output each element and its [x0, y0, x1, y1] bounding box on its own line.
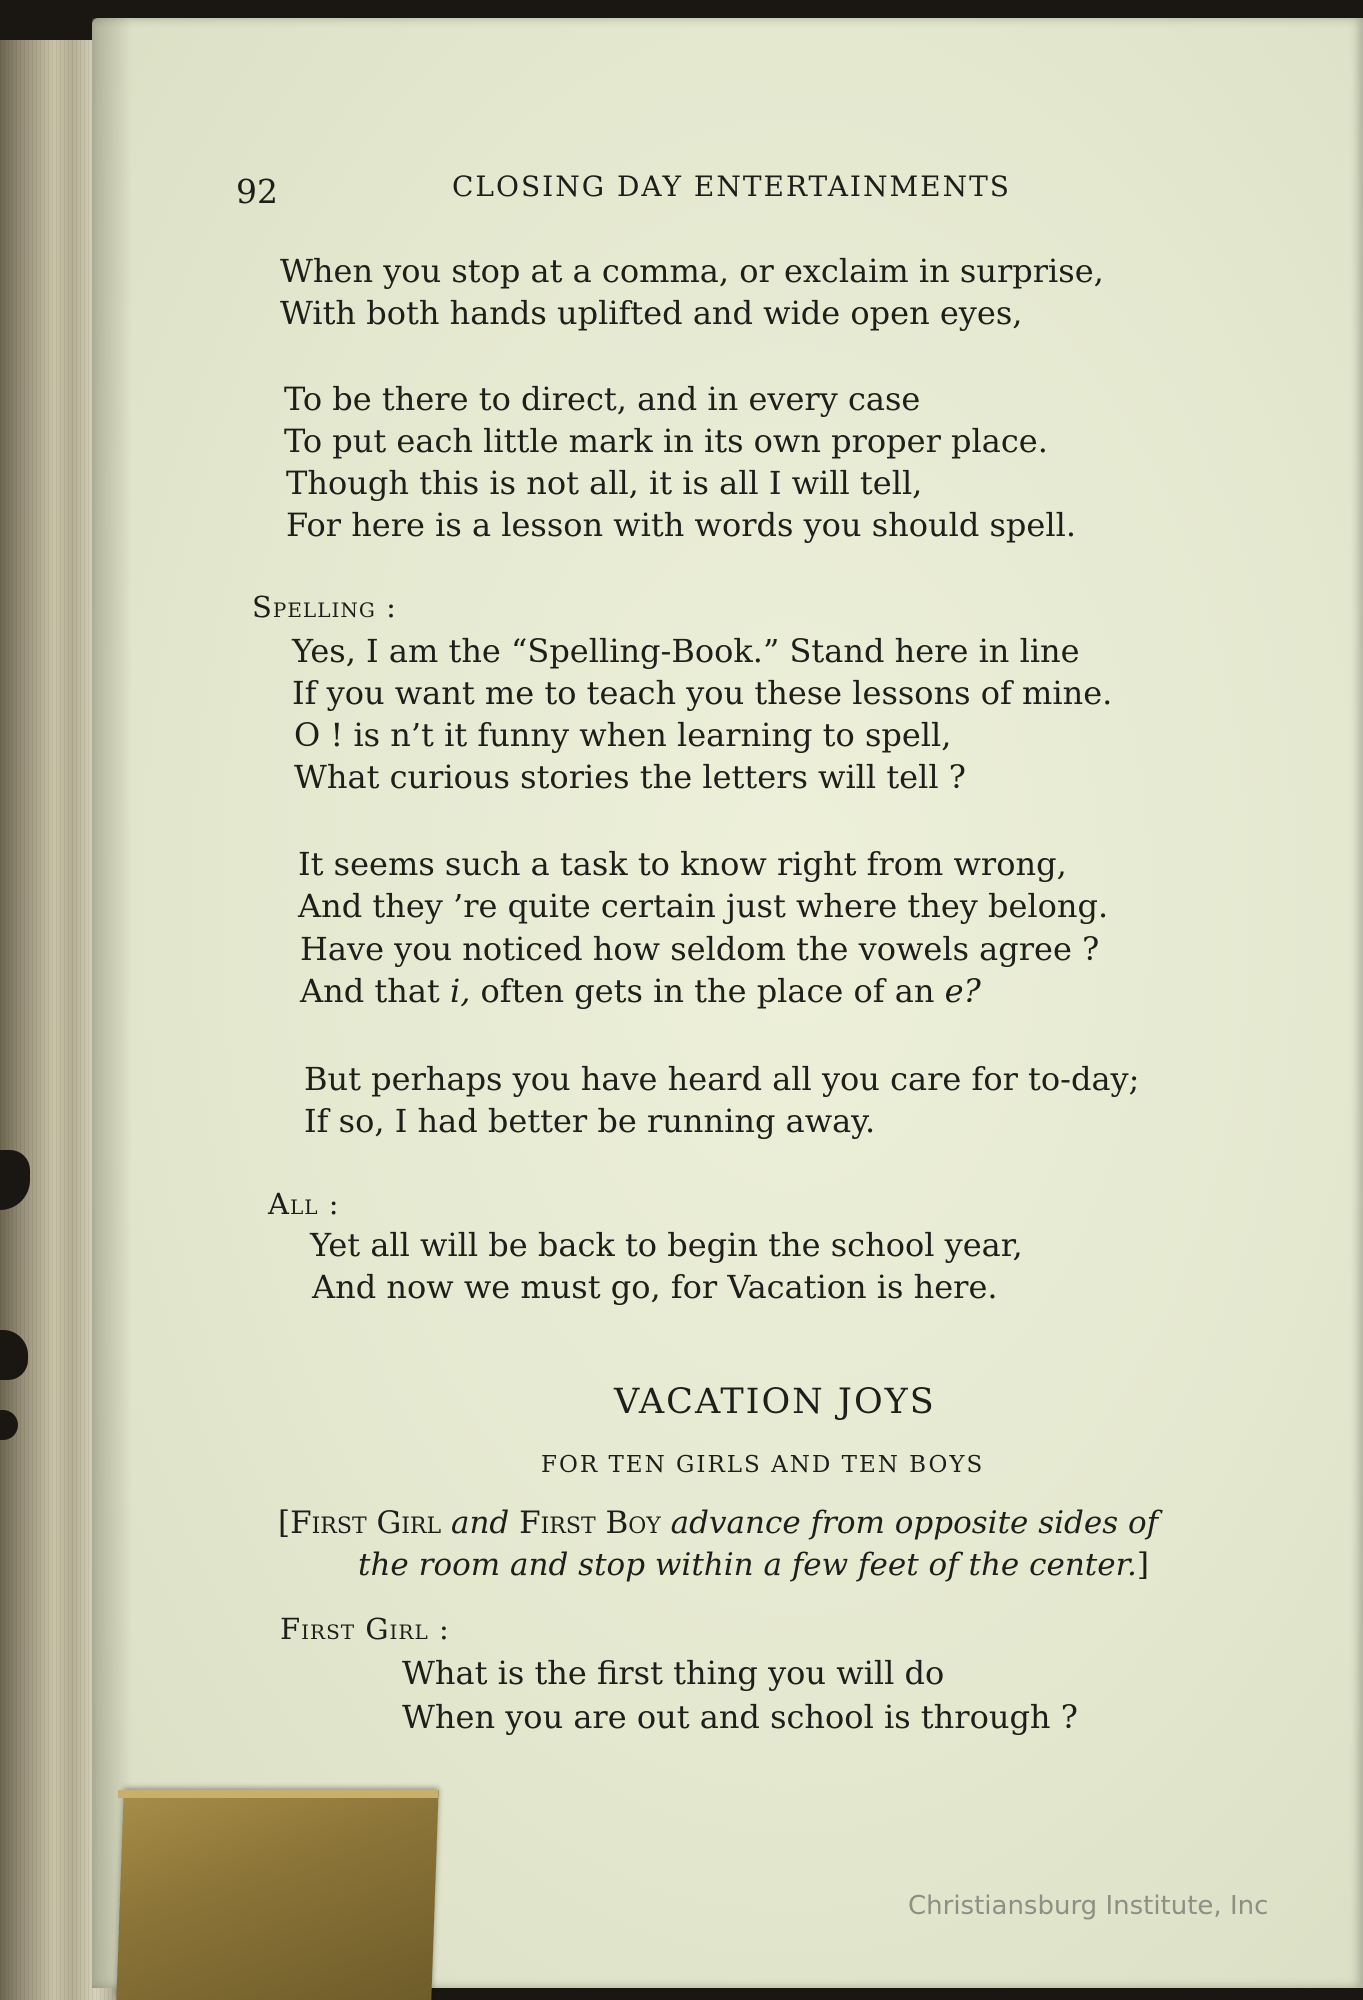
verse-line: What curious stories the letters will tell ?: [294, 758, 966, 796]
section-title: VACATION JOYS: [614, 1382, 936, 1422]
stage-direction: [358, 1544, 1149, 1586]
stage-direction: [278, 1502, 1158, 1544]
verse-line: When you stop at a comma, or exclaim in surprise,: [280, 252, 1104, 290]
bracket: ]: [1136, 1547, 1149, 1583]
verse-line: Yes, I am the “Spelling-Book.” Stand here in line: [292, 632, 1080, 670]
verse-line: It seems such a task to know right from wrong,: [298, 845, 1067, 883]
verse-line: And now we must go, for Vacation is here.: [312, 1268, 998, 1306]
stage-character: First Boy: [519, 1505, 661, 1541]
verse-line: To be there to direct, and in every case: [284, 380, 921, 418]
watermark: Christiansburg Institute, Inc: [908, 1891, 1269, 1921]
verse-line: And they ’re quite certain just where they belong.: [298, 887, 1109, 925]
speaker-first-girl: First Girl :: [280, 1612, 450, 1646]
verse-line: Have you noticed how seldom the vowels agree ?: [300, 930, 1100, 968]
bookmark-tab-edge: [118, 1790, 438, 1798]
verse-line: If you want me to teach you these lessons of mine.: [292, 674, 1113, 712]
verse-line: When you are out and school is through ?: [402, 1698, 1078, 1736]
verse-line: But perhaps you have heard all you care for to-day;: [304, 1060, 1140, 1098]
bookmark-tab: [116, 1790, 438, 2000]
verse-line: [300, 970, 981, 1012]
stage-text: the room and stop within a few feet of the center.: [358, 1547, 1137, 1583]
verse-line: With both hands uplifted and wide open eyes,: [280, 294, 1023, 332]
speaker-all: All :: [268, 1187, 340, 1221]
italic-letter-i: i,: [449, 972, 471, 1010]
verse-line: Yet all will be back to begin the school year,: [310, 1226, 1023, 1264]
verse-line: Though this is not all, it is all I will tell,: [286, 464, 923, 502]
verse-line: If so, I had better be running away.: [304, 1102, 876, 1140]
verse-text: often gets in the place of an: [470, 972, 945, 1010]
speaker-spelling: Spelling :: [252, 590, 397, 624]
italic-letter-e: e?: [944, 972, 981, 1010]
verse-line: For here is a lesson with words you should spell.: [286, 506, 1076, 544]
verse-line: O ! is n’t it funny when learning to spell,: [294, 716, 952, 754]
bracket: [: [278, 1505, 291, 1541]
section-subtitle: FOR TEN GIRLS AND TEN BOYS: [541, 1452, 985, 1478]
verse-text: And that: [300, 972, 450, 1010]
stage-character: First Girl: [290, 1505, 442, 1541]
verse-line: To put each little mark in its own proper place.: [284, 422, 1048, 460]
running-title: CLOSING DAY ENTERTAINMENTS: [452, 170, 1011, 203]
stage-text: and: [441, 1505, 520, 1541]
verse-line: What is the first thing you will do: [402, 1654, 945, 1692]
gutter-shadow: [92, 18, 132, 1988]
stage-text: advance from opposite sides of: [660, 1505, 1159, 1541]
page-number: 92: [236, 172, 278, 211]
